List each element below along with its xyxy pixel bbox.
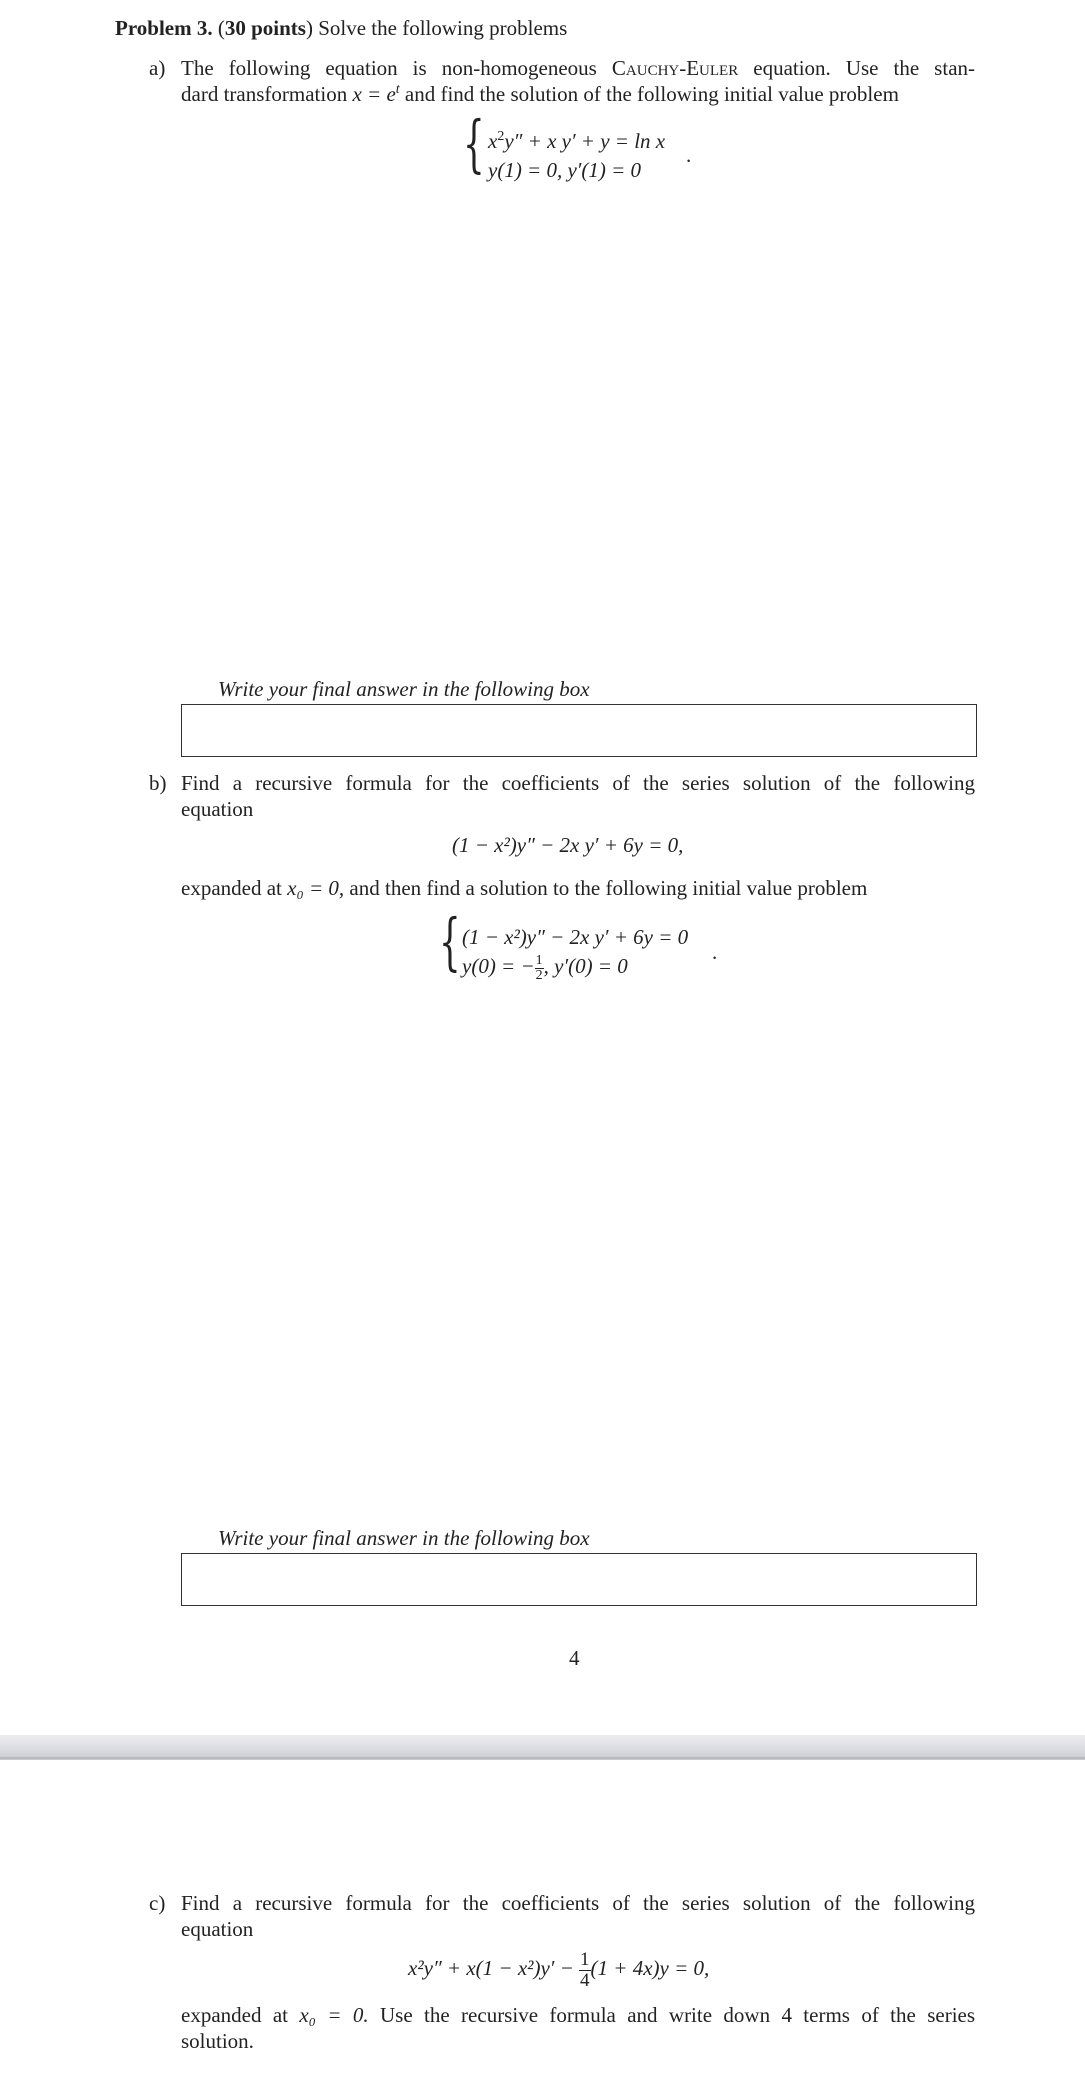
part-a-line-2: dard transformation $x = e^t$ and find the solution of the following initial value problem — [181, 82, 899, 106]
part-c-line-4: solution. — [181, 2029, 254, 2053]
page-2 — [0, 1760, 1085, 2094]
page-number: 4 — [569, 1646, 580, 1670]
part-b-label: b) — [149, 771, 167, 795]
fraction-one-half: $\frac{1}{2}$ — [535, 952, 543, 983]
part-a-label: a) — [149, 56, 166, 80]
part-b-line-1: Find a recursive formula for the coefficients of the series solution of the following — [181, 771, 975, 795]
left-brace-a: { — [463, 107, 485, 180]
part-b-expanded-line: expanded at x₀ = 0, and then find a solution to the following initial value problem — [181, 876, 868, 900]
part-a-equation-2: y(1) = 0, y′(1) = 0 — [488, 158, 642, 182]
answer-prompt-a: Write your final answer in the following box — [218, 677, 590, 701]
part-c-line-3: expanded at x₀ = 0. Use the recursive formula and write down 4 terms of the series — [181, 2003, 976, 2027]
part-b-system-equation-1: (1 − x²)y″ − 2x y′ + 6y = 0 — [462, 925, 689, 949]
part-b-system-equation-2: y(0) = − $\frac{1}{2}$ , y′(0) = 0 — [462, 952, 628, 983]
problem-header: Problem 3. (30 points) Solve the following problems — [115, 16, 568, 40]
answer-box-b[interactable] — [181, 1553, 977, 1606]
left-brace-b: { — [439, 905, 461, 978]
fraction-one-quarter: $\frac{1}{4}$ — [580, 1948, 590, 1991]
part-c-line-2: equation — [181, 1917, 254, 1941]
part-c-label: c) — [149, 1891, 166, 1915]
transform-formula: $x = e^t$ — [352, 82, 400, 106]
part-b-line-2: equation — [181, 797, 254, 821]
part-a-equation-1: $x^2y'' + x$ y′ + y = ln x — [488, 129, 666, 153]
problem-points: 30 points — [224, 16, 306, 40]
problem-label: Problem 3. — [115, 16, 213, 40]
part-c-line-1: Find a recursive formula for the coefficients of the series solution of the following — [181, 1891, 975, 1915]
part-b-period: . — [712, 940, 718, 964]
answer-box-a[interactable] — [181, 704, 977, 757]
cauchy-euler-name: Cauchy-Euler — [611, 56, 739, 80]
answer-prompt-b: Write your final answer in the following box — [218, 1526, 590, 1550]
part-b-display-equation: (1 − x²)y″ − 2x y′ + 6y = 0, — [452, 833, 684, 857]
page-separator-line — [0, 1757, 1085, 1759]
part-a-period: . — [686, 143, 692, 167]
part-c-display-equation: x²y″ + x(1 − x²)y′ − $\frac{1}{4}$ (1 + 4x)y = 0, — [408, 1948, 710, 1991]
part-a-line-1: The following equation is non-homogeneous Cauchy-Euler equation. Use the stan- — [181, 56, 976, 80]
problem-intro: Solve the following problems — [318, 16, 568, 40]
